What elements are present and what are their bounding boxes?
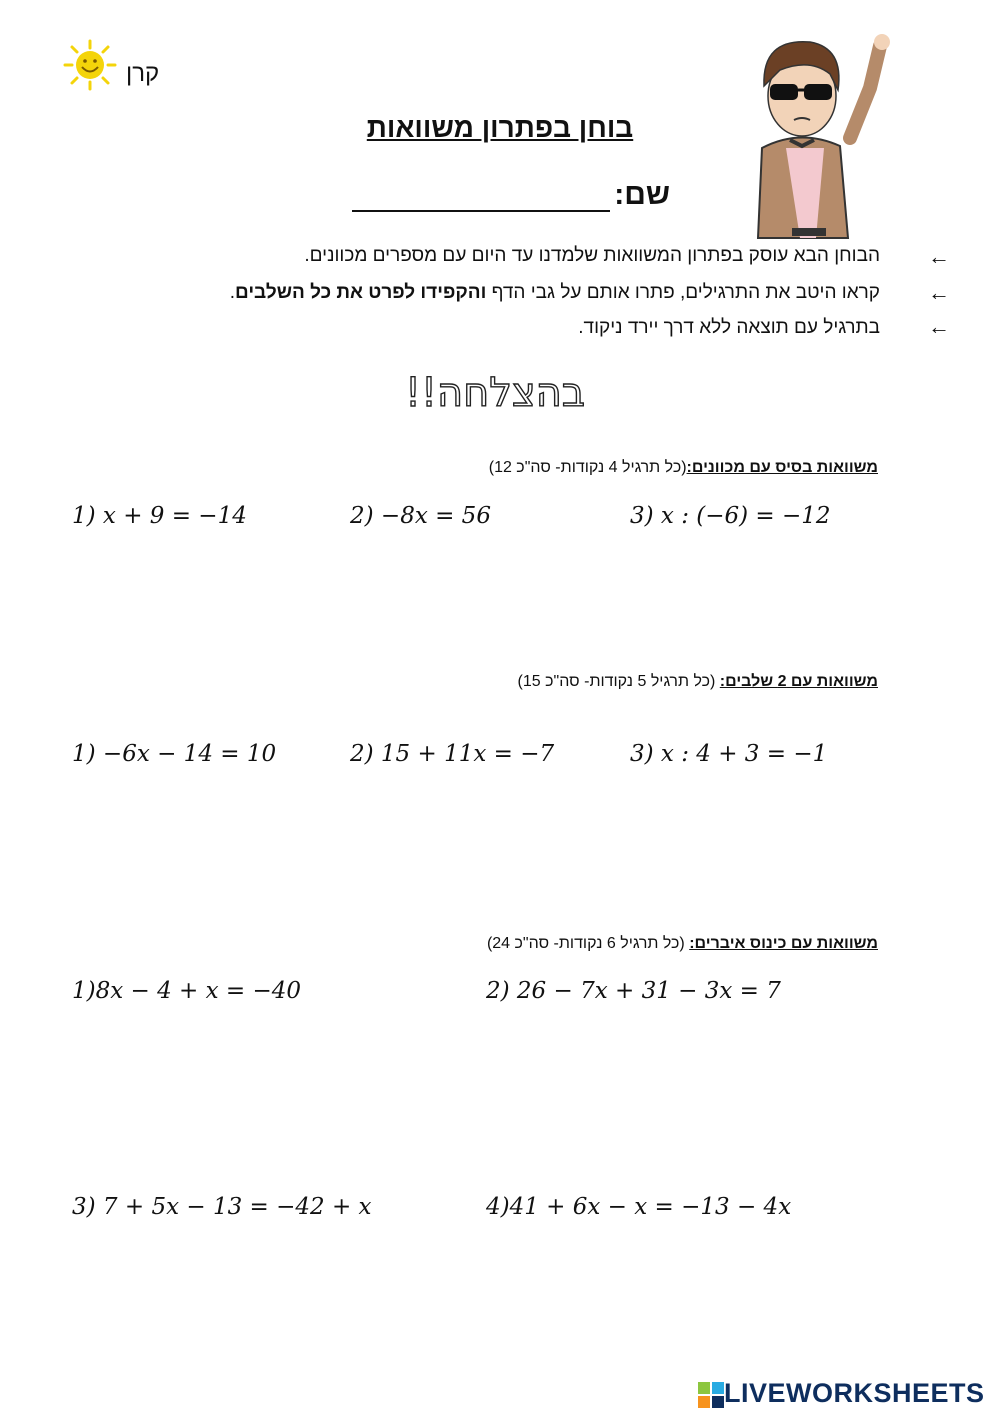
watermark: LIVEWORKSHEETS bbox=[724, 1378, 985, 1408]
page-title: בוחן בפתרון משוואות bbox=[366, 112, 634, 143]
sun-smiley-icon bbox=[62, 38, 118, 92]
section-3-heading: משוואות עם כינוס איברים: (כל תרגיל 6 נקודות- סה"כ 24) bbox=[486, 935, 878, 952]
instruction-3: בתרגיל עם תוצאה ללא דרך יירד ניקוד. bbox=[578, 317, 880, 338]
name-label: שם: bbox=[614, 178, 670, 211]
equation: 2) 15 + 11𝑥 = −7 bbox=[350, 741, 555, 767]
good-luck-handwriting bbox=[380, 360, 610, 420]
equation: 1) −6𝑥 − 14 = 10 bbox=[72, 741, 277, 767]
name-field bbox=[330, 178, 670, 212]
arrow-left-icon: ← bbox=[928, 314, 950, 339]
equation: 1) 𝑥 + 9 = −14 bbox=[72, 503, 247, 529]
author-name: קרן bbox=[126, 60, 160, 87]
equation: 2) −8𝑥 = 56 bbox=[350, 503, 491, 529]
cartoon-character-illustration bbox=[740, 28, 900, 246]
equation: 2) 26 − 7𝑥 + 31 − 3𝑥 = 7 bbox=[486, 978, 781, 1004]
name-input-line[interactable] bbox=[352, 180, 610, 212]
equation: 3) 7 + 5𝑥 − 13 = −42 + 𝑥 bbox=[72, 1194, 372, 1220]
liveworksheets-logo-icon bbox=[698, 1382, 724, 1408]
instruction-1: הבוחן הבא עוסק בפתרון המשוואות שלמדנו עד היום עם מספרים מכוונים. bbox=[304, 245, 880, 266]
equation: 1)8𝑥 − 4 + 𝑥 = −40 bbox=[72, 978, 302, 1004]
svg-text:בהצלחה!!: בהצלחה!! bbox=[404, 370, 586, 416]
equation: 3) 𝑥 : (−6) = −12 bbox=[630, 503, 831, 529]
arrow-left-icon: ← bbox=[928, 244, 950, 269]
arrow-left-icon: ← bbox=[928, 280, 950, 305]
equation: 3) 𝑥 : 4 + 3 = −1 bbox=[630, 741, 828, 767]
section-2-heading: משוואות עם 2 שלבים: (כל תרגיל 5 נקודות- סה"כ 15) bbox=[517, 673, 878, 690]
section-1-heading: משוואות בסיס עם מכוונים:(כל תרגיל 4 נקודות- סה"כ 12) bbox=[488, 459, 878, 476]
equation: 4)41 + 6𝑥 − 𝑥 = −13 − 4𝑥 bbox=[486, 1194, 792, 1220]
instruction-2: קראו היטב את התרגילים, פתרו אותם על גבי הדף והקפידו לפרט את כל השלבים. bbox=[229, 282, 880, 303]
